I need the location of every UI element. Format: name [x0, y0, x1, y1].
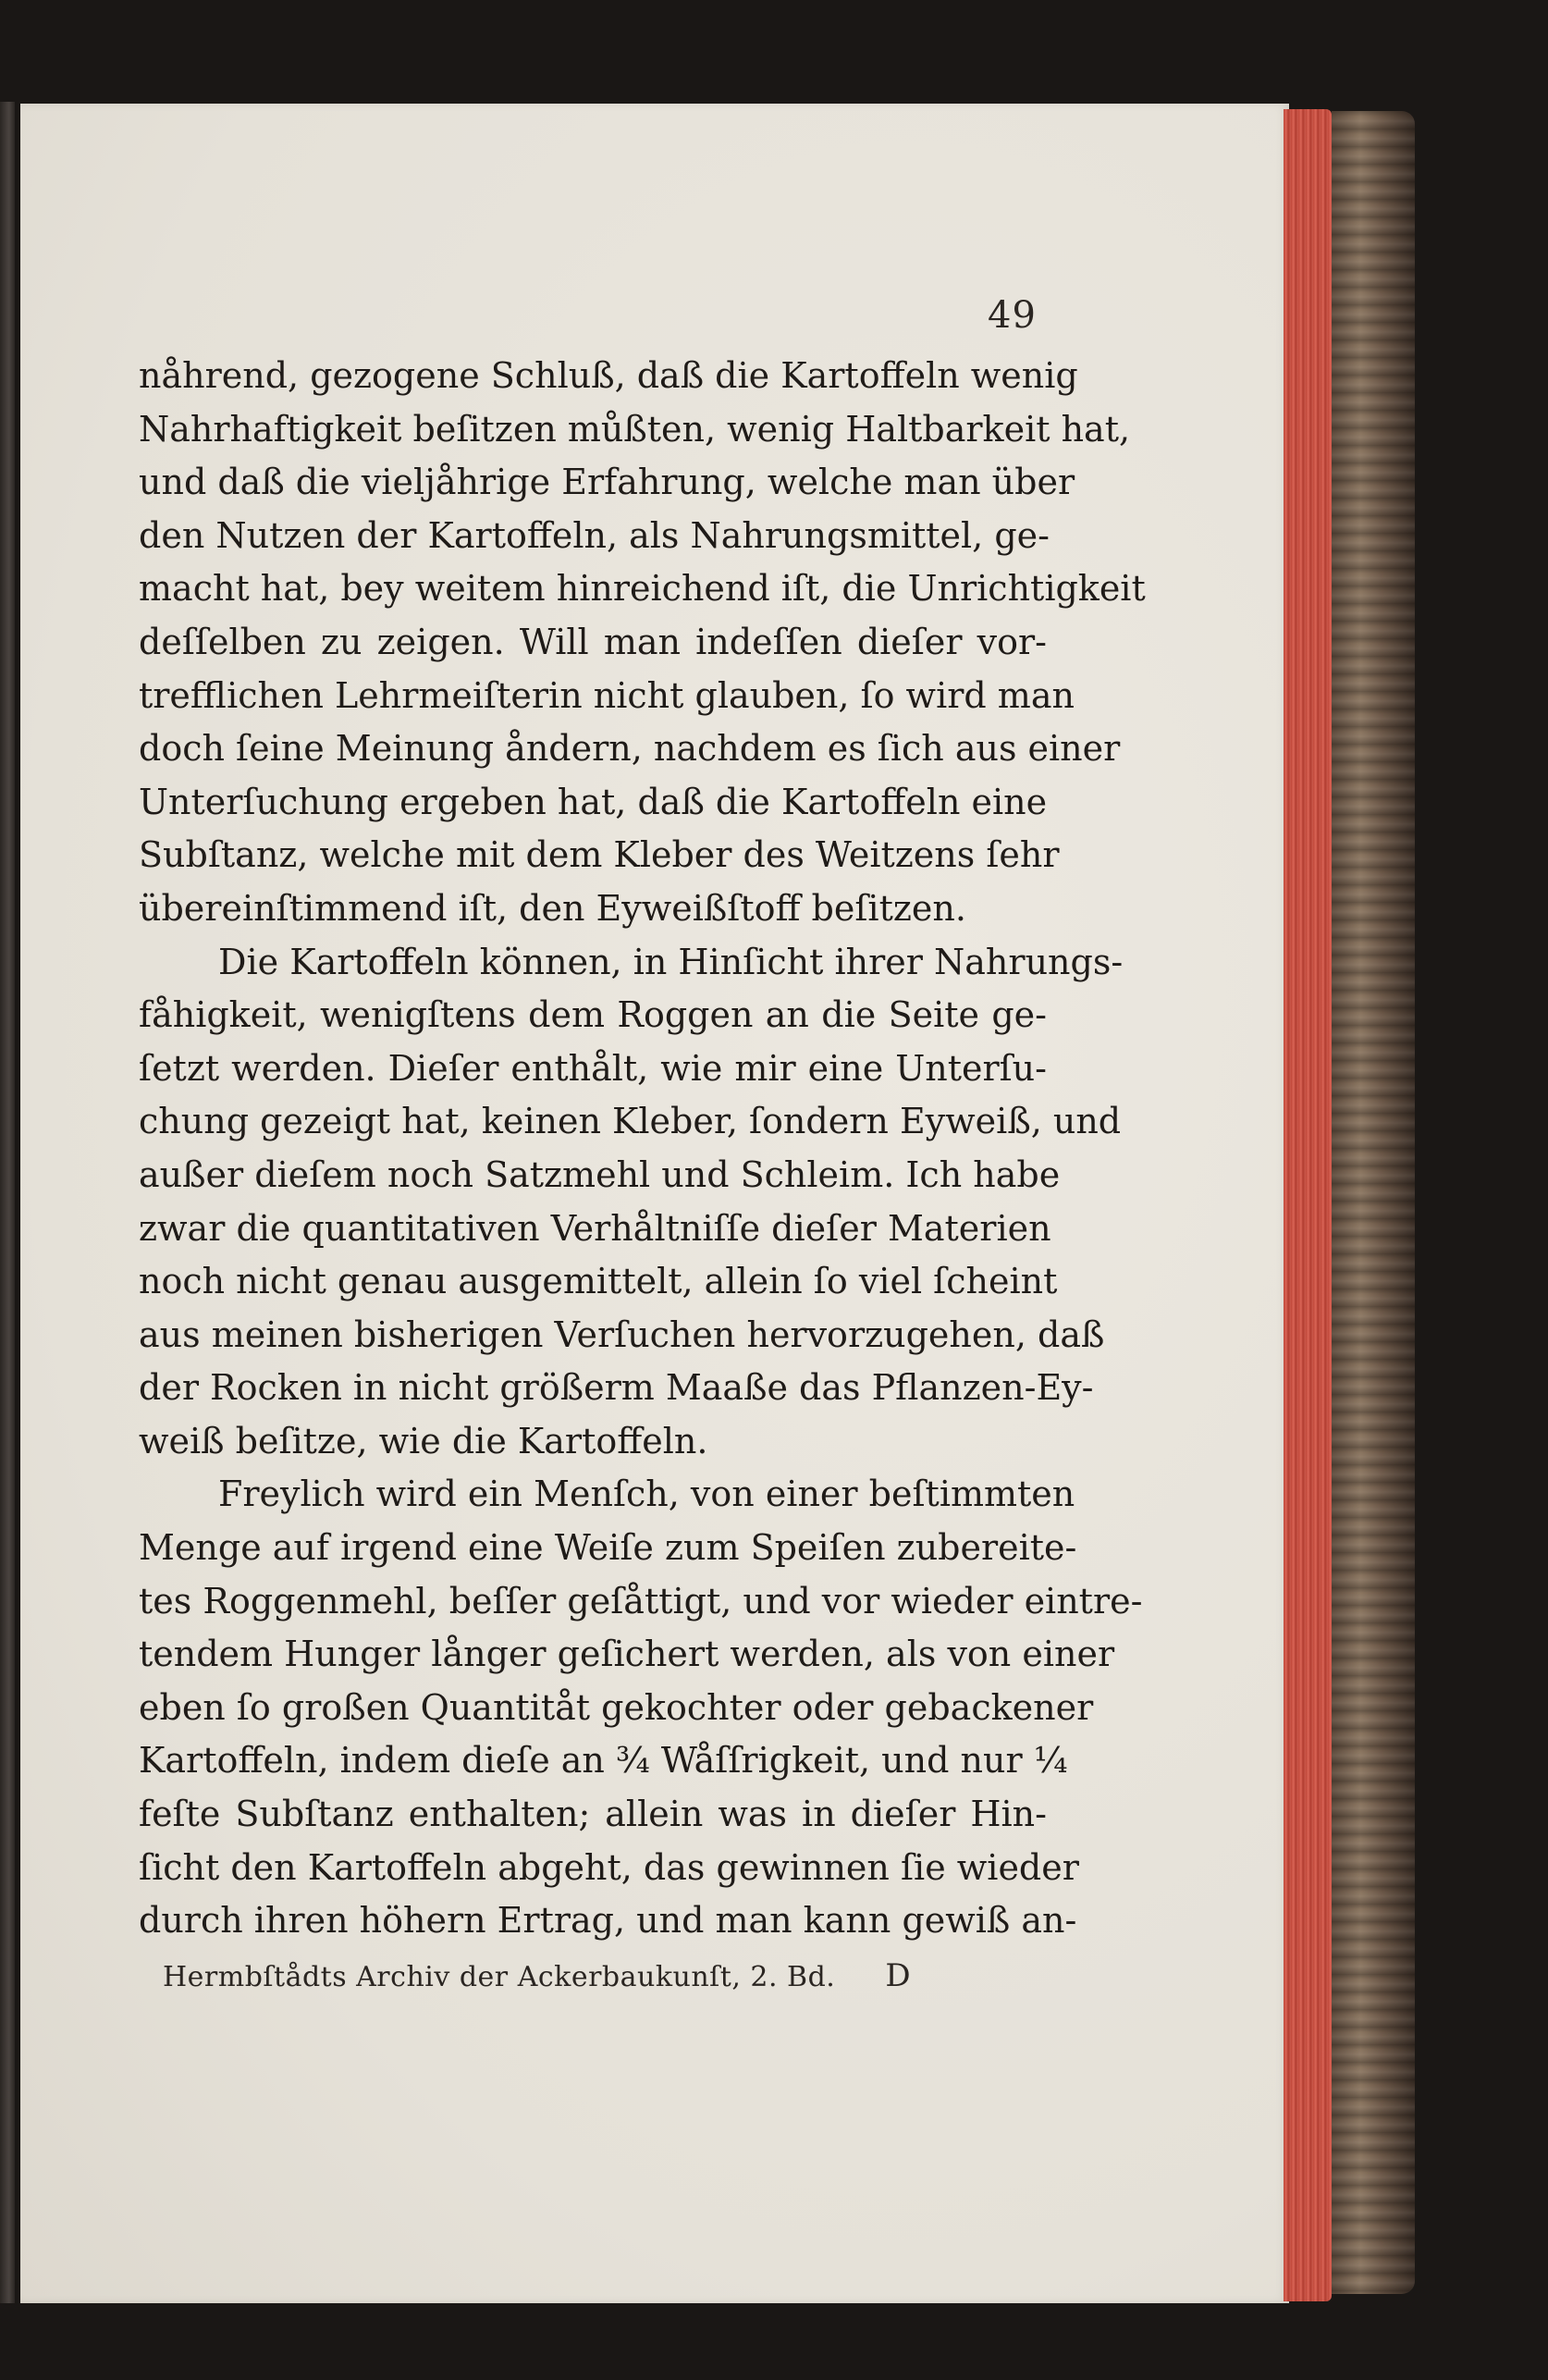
text-line: der Rocken in nicht größerm Maaße das Pflanzen-Ey- [139, 1367, 1094, 1409]
text-line: Subſtanz, welche mit dem Kleber des Weitzens ſehr [139, 834, 1060, 876]
text-line: doch ſeine Meinung åndern, nachdem es ſich aus einer [139, 728, 1121, 770]
page-number: 49 [988, 294, 1037, 337]
text-line: Menge auf irgend eine Weiſe zum Speiſen zubereite- [139, 1527, 1077, 1569]
body-text [139, 350, 1146, 1948]
text-line: ſetzt werden. Dieſer enthålt, wie mir eine Unterſu- [139, 1047, 1047, 1089]
text-line: Kartoffeln, indem dieſe an ¾ Wåſſrigkeit, und nur ¼ [139, 1740, 1068, 1782]
text-line: Die Kartoffeln können, in Hinſicht ihrer Nahrungs- [218, 941, 1124, 982]
text-line: chung gezeigt hat, keinen Kleber, ſondern Eyweiß, und [139, 1101, 1122, 1142]
text-line: macht hat, bey weitem hinreichend iſt, die Unrichtigkeit [139, 568, 1146, 610]
text-line: nåhrend, gezogene Schluß, daß die Kartoffeln wenig [139, 355, 1078, 396]
text-line: fåhigkeit, wenigſtens dem Roggen an die Seite ge- [139, 994, 1047, 1036]
text-line: eben ſo großen Quantitåt gekochter oder gebackener [139, 1686, 1094, 1728]
text-line: übereinſtimmend iſt, den Eyweißſtoff beſitzen. [139, 887, 966, 929]
book-cover-edge [1332, 111, 1415, 2294]
text-line: tendem Hunger långer geſichert werden, als von einer [139, 1634, 1115, 1675]
text-line: tes Roggenmehl, beſſer geſåttigt, und vor wieder eintre- [139, 1580, 1143, 1622]
text-line: Unterſuchung ergeben hat, daß die Kartoffeln eine [139, 781, 1048, 822]
text-line: den Nutzen der Kartoffeln, als Nahrungsmittel, ge- [139, 514, 1050, 556]
footer-source: Hermbſtådts Archiv der Ackerbaukunſt, 2. Bd. [163, 1961, 836, 1993]
page-footer [163, 1957, 911, 1994]
text-line: Freylich wird ein Menſch, von einer beſtimmten [218, 1474, 1075, 1515]
text-line: weiß beſitze, wie die Kartoffeln. [139, 1420, 708, 1461]
text-line: und daß die vieljåhrige Erfahrung, welche man über [139, 462, 1075, 503]
text-line: aus meinen bisherigen Verſuchen hervorzugehen, daß [139, 1313, 1105, 1355]
text-line: durch ihren höhern Ertrag, und man kann gewiß an- [139, 1900, 1077, 1942]
text-line: trefflichen Lehrmeiſterin nicht glauben, ſo wird man [139, 674, 1075, 716]
text-line: ſicht den Kartoffeln abgeht, das gewinnen ſie wieder [139, 1846, 1079, 1888]
text-line: feſte Subſtanz enthalten; allein was in dieſer Hin- [139, 1794, 1047, 1835]
text-line: Nahrhaftigkeit beſitzen můßten, wenig Haltbarkeit hat, [139, 408, 1131, 450]
signature-mark: D [885, 1957, 912, 1994]
book-left-page-edge [0, 102, 15, 2303]
text-line: zwar die quantitativen Verhåltniſſe dieſer Materien [139, 1207, 1051, 1249]
red-page-edges [1284, 109, 1332, 2301]
text-line: außer dieſem noch Satzmehl und Schleim. Ich habe [139, 1153, 1061, 1195]
text-line: deſſelben zu zeigen. Will man indeſſen dieſer vor- [139, 621, 1047, 662]
text-line: noch nicht genau ausgemittelt, allein ſo viel ſcheint [139, 1261, 1058, 1302]
